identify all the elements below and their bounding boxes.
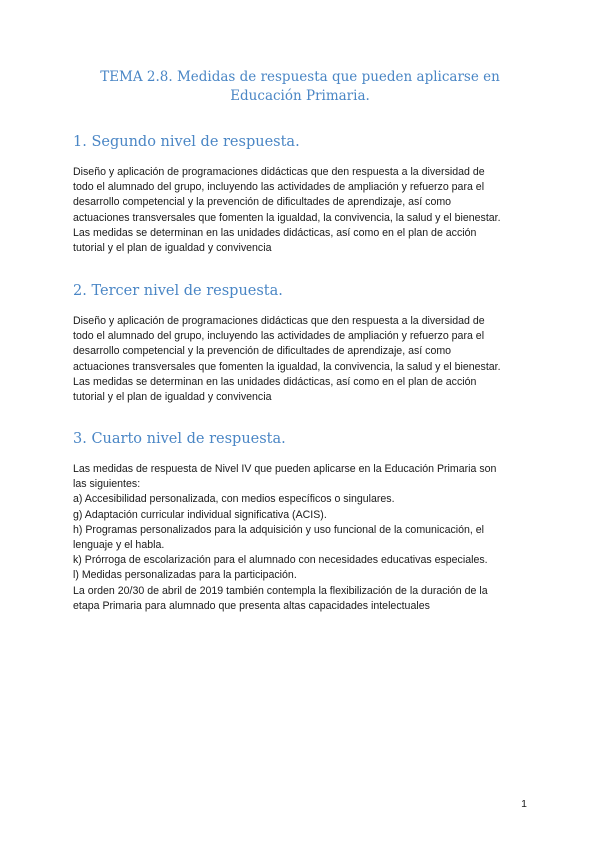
paragraph-line: desarrollo competencial y la prevención de dificultades de aprendizaje, así como	[73, 196, 452, 209]
section-heading-segundo-nivel: 1. Segundo nivel de respuesta.	[73, 134, 300, 150]
paragraph-line: Las medidas de respuesta de Nivel IV que pueden aplicarse en la Educación Primaria son	[73, 463, 497, 475]
page-number: 1	[521, 798, 527, 810]
paragraph-line: las siguientes:	[73, 478, 141, 491]
paragraph-line: Las medidas se determinan en las unidades didácticas, así como en el plan de acción	[73, 375, 477, 388]
list-item: g) Adaptación curricular individual significativa (ACIS).	[73, 508, 327, 521]
paragraph-line: tutorial y el plan de igualdad y convivencia	[73, 391, 272, 404]
paragraph-line: etapa Primaria para alumnado que presenta altas capacidades intelectuales	[73, 599, 430, 612]
paragraph-line: desarrollo competencial y la prevención de dificultades de aprendizaje, así como	[73, 345, 452, 358]
paragraph-line: Diseño y aplicación de programaciones didácticas que den respuesta a la diversidad de	[73, 166, 485, 178]
paragraph-line: todo el alumnado del grupo, incluyendo las actividades de ampliación y refuerzo para el	[73, 330, 485, 343]
document-title-line-2: Educación Primaria.	[230, 88, 370, 104]
paragraph-line: Diseño y aplicación de programaciones didácticas que den respuesta a la diversidad de	[73, 315, 485, 327]
list-item: k) Prórroga de escolarización para el alumnado con necesidades educativas especiales.	[73, 554, 488, 567]
list-item: l) Medidas personalizadas para la participación.	[73, 569, 297, 582]
paragraph-line: actuaciones transversales que fomenten la igualdad, la convivencia, la salud y el bienestar.	[73, 360, 501, 373]
section-body-tercer-nivel	[73, 314, 533, 405]
list-item: lenguaje y el habla.	[73, 539, 165, 552]
section-body-segundo-nivel	[73, 165, 533, 256]
paragraph-line: La orden 20/30 de abril de 2019 también contempla la flexibilización de la duración de la	[73, 584, 488, 597]
section-heading-cuarto-nivel: 3. Cuarto nivel de respuesta.	[73, 431, 286, 447]
list-item: h) Programas personalizados para la adquisición y uso funcional de la comunicación, el	[73, 523, 485, 536]
section-body-cuarto-nivel	[73, 462, 533, 614]
paragraph-line: todo el alumnado del grupo, incluyendo las actividades de ampliación y refuerzo para el	[73, 181, 485, 194]
paragraph-line: actuaciones transversales que fomenten la igualdad, la convivencia, la salud y el bienestar.	[73, 211, 501, 224]
document-title-line-1: TEMA 2.8. Medidas de respuesta que pueden aplicarse en	[100, 69, 500, 85]
paragraph-line: tutorial y el plan de igualdad y convivencia	[73, 242, 272, 255]
paragraph-line: Las medidas se determinan en las unidades didácticas, así como en el plan de acción	[73, 226, 477, 239]
document-title	[60, 68, 540, 106]
section-heading-tercer-nivel: 2. Tercer nivel de respuesta.	[73, 283, 283, 299]
list-item: a) Accesibilidad personalizada, con medios específicos o singulares.	[73, 493, 395, 506]
